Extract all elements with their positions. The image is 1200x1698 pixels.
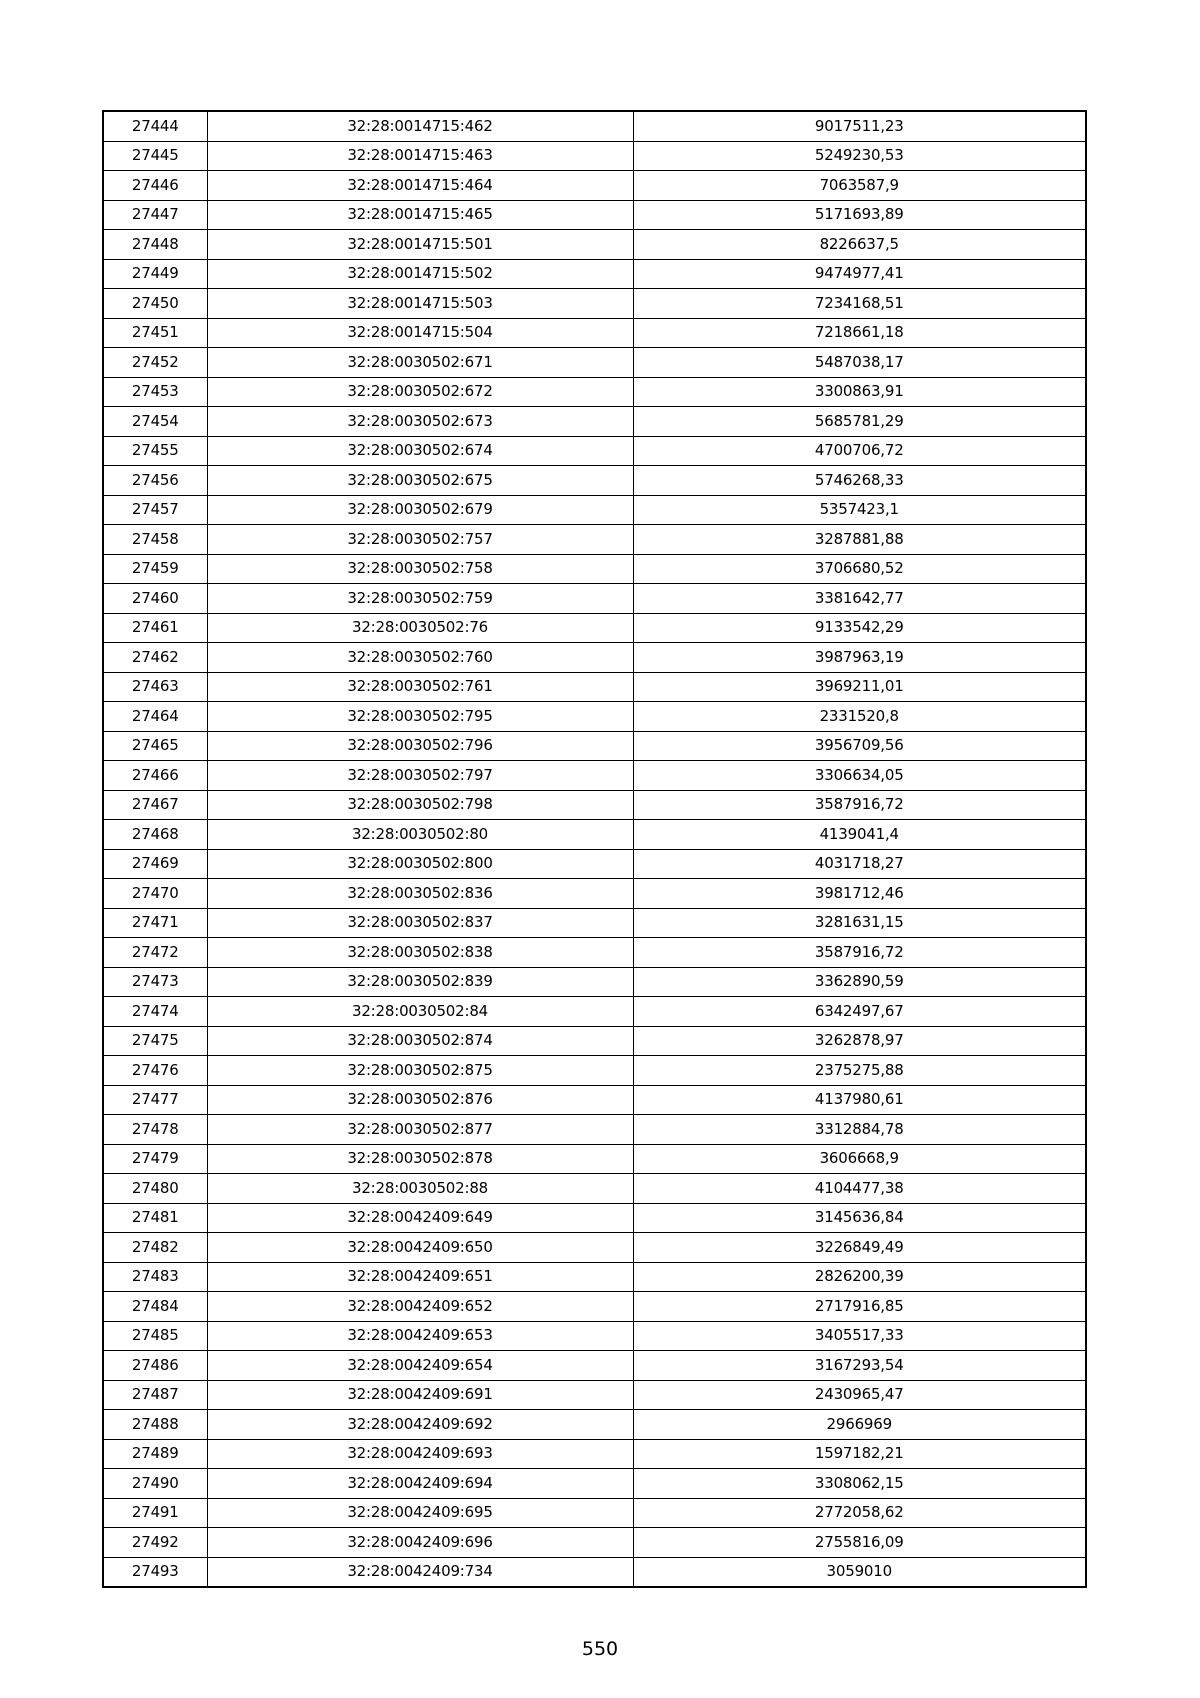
row-number-cell: 27453 (103, 377, 207, 407)
table-row (103, 1557, 1086, 1587)
row-number-cell: 27468 (103, 820, 207, 850)
cadastral-value-cell: 5249230,53 (633, 141, 1086, 171)
table-row (103, 141, 1086, 171)
row-number-cell: 27483 (103, 1262, 207, 1292)
table-row (103, 790, 1086, 820)
cadastral-value-cell: 5357423,1 (633, 495, 1086, 525)
cadastral-value-table (102, 110, 1087, 1588)
cadastral-value-cell: 3956709,56 (633, 731, 1086, 761)
row-number-cell: 27491 (103, 1498, 207, 1528)
row-number-cell: 27472 (103, 938, 207, 968)
row-number-cell: 27479 (103, 1144, 207, 1174)
table-row (103, 1203, 1086, 1233)
cadastral-number-cell: 32:28:0014715:504 (207, 318, 633, 348)
cadastral-number-cell: 32:28:0014715:465 (207, 200, 633, 230)
table-row (103, 1292, 1086, 1322)
table-row (103, 1439, 1086, 1469)
row-number-cell: 27452 (103, 348, 207, 378)
table-row (103, 111, 1086, 141)
table-row (103, 230, 1086, 260)
row-number-cell: 27464 (103, 702, 207, 732)
cadastral-value-cell: 9017511,23 (633, 111, 1086, 141)
table-row (103, 672, 1086, 702)
cadastral-value-cell: 3587916,72 (633, 938, 1086, 968)
cadastral-value-cell: 3308062,15 (633, 1469, 1086, 1499)
row-number-cell: 27454 (103, 407, 207, 437)
row-number-cell: 27446 (103, 171, 207, 201)
cadastral-number-cell: 32:28:0042409:734 (207, 1557, 633, 1587)
cadastral-number-cell: 32:28:0014715:501 (207, 230, 633, 260)
cadastral-number-cell: 32:28:0030502:674 (207, 436, 633, 466)
cadastral-number-cell: 32:28:0030502:758 (207, 554, 633, 584)
cadastral-value-cell: 2755816,09 (633, 1528, 1086, 1558)
row-number-cell: 27486 (103, 1351, 207, 1381)
cadastral-number-cell: 32:28:0030502:679 (207, 495, 633, 525)
cadastral-value-cell: 3405517,33 (633, 1321, 1086, 1351)
table-body (103, 111, 1086, 1587)
table-row (103, 938, 1086, 968)
cadastral-number-cell: 32:28:0030502:88 (207, 1174, 633, 1204)
row-number-cell: 27481 (103, 1203, 207, 1233)
cadastral-number-cell: 32:28:0030502:878 (207, 1144, 633, 1174)
cadastral-value-cell: 2826200,39 (633, 1262, 1086, 1292)
table-row (103, 1144, 1086, 1174)
table-row (103, 171, 1086, 201)
row-number-cell: 27480 (103, 1174, 207, 1204)
table-row (103, 613, 1086, 643)
table-row (103, 1056, 1086, 1086)
row-number-cell: 27493 (103, 1557, 207, 1587)
cadastral-value-cell: 3706680,52 (633, 554, 1086, 584)
cadastral-number-cell: 32:28:0042409:693 (207, 1439, 633, 1469)
table-row (103, 908, 1086, 938)
row-number-cell: 27476 (103, 1056, 207, 1086)
table-row (103, 348, 1086, 378)
table-row (103, 1321, 1086, 1351)
cadastral-number-cell: 32:28:0042409:653 (207, 1321, 633, 1351)
cadastral-number-cell: 32:28:0042409:650 (207, 1233, 633, 1263)
table-row (103, 702, 1086, 732)
row-number-cell: 27471 (103, 908, 207, 938)
cadastral-value-cell: 5487038,17 (633, 348, 1086, 378)
row-number-cell: 27448 (103, 230, 207, 260)
table-row (103, 1351, 1086, 1381)
cadastral-value-cell: 3226849,49 (633, 1233, 1086, 1263)
cadastral-value-cell: 3262878,97 (633, 1026, 1086, 1056)
cadastral-value-cell: 2966969 (633, 1410, 1086, 1440)
cadastral-number-cell: 32:28:0030502:80 (207, 820, 633, 850)
cadastral-number-cell: 32:28:0030502:797 (207, 761, 633, 791)
cadastral-number-cell: 32:28:0030502:761 (207, 672, 633, 702)
cadastral-value-cell: 3606668,9 (633, 1144, 1086, 1174)
row-number-cell: 27490 (103, 1469, 207, 1499)
table-row (103, 407, 1086, 437)
row-number-cell: 27477 (103, 1085, 207, 1115)
row-number-cell: 27462 (103, 643, 207, 673)
row-number-cell: 27450 (103, 289, 207, 319)
cadastral-value-cell: 2331520,8 (633, 702, 1086, 732)
cadastral-value-cell: 7063587,9 (633, 171, 1086, 201)
cadastral-value-cell: 3981712,46 (633, 879, 1086, 909)
table-row (103, 849, 1086, 879)
row-number-cell: 27463 (103, 672, 207, 702)
row-number-cell: 27465 (103, 731, 207, 761)
table-row (103, 997, 1086, 1027)
cadastral-number-cell: 32:28:0030502:876 (207, 1085, 633, 1115)
table-row (103, 495, 1086, 525)
cadastral-number-cell: 32:28:0042409:651 (207, 1262, 633, 1292)
cadastral-number-cell: 32:28:0030502:757 (207, 525, 633, 555)
table-row (103, 967, 1086, 997)
cadastral-number-cell: 32:28:0030502:759 (207, 584, 633, 614)
cadastral-number-cell: 32:28:0042409:649 (207, 1203, 633, 1233)
table-row (103, 1498, 1086, 1528)
cadastral-number-cell: 32:28:0030502:875 (207, 1056, 633, 1086)
cadastral-value-cell: 6342497,67 (633, 997, 1086, 1027)
cadastral-value-cell: 3287881,88 (633, 525, 1086, 555)
row-number-cell: 27482 (103, 1233, 207, 1263)
cadastral-number-cell: 32:28:0030502:874 (207, 1026, 633, 1056)
row-number-cell: 27447 (103, 200, 207, 230)
cadastral-value-cell: 4031718,27 (633, 849, 1086, 879)
table-row (103, 1528, 1086, 1558)
cadastral-value-cell: 4700706,72 (633, 436, 1086, 466)
cadastral-number-cell: 32:28:0042409:691 (207, 1380, 633, 1410)
row-number-cell: 27444 (103, 111, 207, 141)
table-row (103, 318, 1086, 348)
row-number-cell: 27456 (103, 466, 207, 496)
cadastral-value-cell: 8226637,5 (633, 230, 1086, 260)
page-number: 550 (581, 1638, 619, 1660)
cadastral-number-cell: 32:28:0030502:672 (207, 377, 633, 407)
cadastral-number-cell: 32:28:0030502:838 (207, 938, 633, 968)
table-row (103, 377, 1086, 407)
cadastral-number-cell: 32:28:0030502:675 (207, 466, 633, 496)
cadastral-number-cell: 32:28:0042409:652 (207, 1292, 633, 1322)
table-row (103, 525, 1086, 555)
table-row (103, 259, 1086, 289)
cadastral-value-cell: 2717916,85 (633, 1292, 1086, 1322)
cadastral-value-cell: 1597182,21 (633, 1439, 1086, 1469)
row-number-cell: 27470 (103, 879, 207, 909)
table-row (103, 584, 1086, 614)
cadastral-value-cell: 5685781,29 (633, 407, 1086, 437)
table-row (103, 1085, 1086, 1115)
row-number-cell: 27467 (103, 790, 207, 820)
table-row (103, 820, 1086, 850)
cadastral-value-cell: 3281631,15 (633, 908, 1086, 938)
cadastral-number-cell: 32:28:0030502:800 (207, 849, 633, 879)
row-number-cell: 27451 (103, 318, 207, 348)
cadastral-value-cell: 3059010 (633, 1557, 1086, 1587)
cadastral-number-cell: 32:28:0014715:463 (207, 141, 633, 171)
cadastral-number-cell: 32:28:0014715:462 (207, 111, 633, 141)
row-number-cell: 27455 (103, 436, 207, 466)
row-number-cell: 27460 (103, 584, 207, 614)
cadastral-number-cell: 32:28:0030502:795 (207, 702, 633, 732)
table-row (103, 289, 1086, 319)
table-row (103, 554, 1086, 584)
row-number-cell: 27466 (103, 761, 207, 791)
cadastral-number-cell: 32:28:0014715:502 (207, 259, 633, 289)
cadastral-value-cell: 3306634,05 (633, 761, 1086, 791)
cadastral-value-cell: 3362890,59 (633, 967, 1086, 997)
cadastral-value-cell: 9133542,29 (633, 613, 1086, 643)
cadastral-number-cell: 32:28:0042409:692 (207, 1410, 633, 1440)
row-number-cell: 27488 (103, 1410, 207, 1440)
table-row (103, 466, 1086, 496)
table-row (103, 1115, 1086, 1145)
cadastral-value-cell: 2772058,62 (633, 1498, 1086, 1528)
table-row (103, 761, 1086, 791)
row-number-cell: 27489 (103, 1439, 207, 1469)
cadastral-number-cell: 32:28:0030502:836 (207, 879, 633, 909)
row-number-cell: 27478 (103, 1115, 207, 1145)
cadastral-value-cell: 3987963,19 (633, 643, 1086, 673)
cadastral-number-cell: 32:28:0030502:760 (207, 643, 633, 673)
table-row (103, 1233, 1086, 1263)
cadastral-value-cell: 5171693,89 (633, 200, 1086, 230)
cadastral-number-cell: 32:28:0042409:654 (207, 1351, 633, 1381)
cadastral-value-cell: 3300863,91 (633, 377, 1086, 407)
table-row (103, 436, 1086, 466)
cadastral-value-cell: 4104477,38 (633, 1174, 1086, 1204)
row-number-cell: 27457 (103, 495, 207, 525)
row-number-cell: 27449 (103, 259, 207, 289)
cadastral-value-cell: 4137980,61 (633, 1085, 1086, 1115)
row-number-cell: 27492 (103, 1528, 207, 1558)
row-number-cell: 27485 (103, 1321, 207, 1351)
table-row (103, 1174, 1086, 1204)
table-row (103, 1026, 1086, 1056)
table-row (103, 200, 1086, 230)
cadastral-value-cell: 3145636,84 (633, 1203, 1086, 1233)
cadastral-value-cell: 2375275,88 (633, 1056, 1086, 1086)
table-row (103, 731, 1086, 761)
cadastral-number-cell: 32:28:0030502:839 (207, 967, 633, 997)
cadastral-number-cell: 32:28:0014715:503 (207, 289, 633, 319)
table-row (103, 1469, 1086, 1499)
row-number-cell: 27484 (103, 1292, 207, 1322)
cadastral-number-cell: 32:28:0030502:671 (207, 348, 633, 378)
cadastral-value-cell: 2430965,47 (633, 1380, 1086, 1410)
table-row (103, 643, 1086, 673)
row-number-cell: 27469 (103, 849, 207, 879)
cadastral-value-cell: 3587916,72 (633, 790, 1086, 820)
cadastral-number-cell: 32:28:0042409:695 (207, 1498, 633, 1528)
table-row (103, 879, 1086, 909)
table-row (103, 1410, 1086, 1440)
row-number-cell: 27474 (103, 997, 207, 1027)
row-number-cell: 27458 (103, 525, 207, 555)
row-number-cell: 27461 (103, 613, 207, 643)
cadastral-value-cell: 7218661,18 (633, 318, 1086, 348)
cadastral-number-cell: 32:28:0014715:464 (207, 171, 633, 201)
row-number-cell: 27445 (103, 141, 207, 171)
table-row (103, 1262, 1086, 1292)
cadastral-value-cell: 7234168,51 (633, 289, 1086, 319)
cadastral-number-cell: 32:28:0030502:837 (207, 908, 633, 938)
cadastral-number-cell: 32:28:0030502:798 (207, 790, 633, 820)
cadastral-number-cell: 32:28:0042409:694 (207, 1469, 633, 1499)
cadastral-number-cell: 32:28:0030502:76 (207, 613, 633, 643)
cadastral-number-cell: 32:28:0030502:84 (207, 997, 633, 1027)
row-number-cell: 27475 (103, 1026, 207, 1056)
cadastral-value-cell: 3312884,78 (633, 1115, 1086, 1145)
cadastral-number-cell: 32:28:0042409:696 (207, 1528, 633, 1558)
row-number-cell: 27473 (103, 967, 207, 997)
cadastral-value-cell: 3969211,01 (633, 672, 1086, 702)
row-number-cell: 27459 (103, 554, 207, 584)
cadastral-number-cell: 32:28:0030502:877 (207, 1115, 633, 1145)
table-row (103, 1380, 1086, 1410)
cadastral-number-cell: 32:28:0030502:673 (207, 407, 633, 437)
cadastral-number-cell: 32:28:0030502:796 (207, 731, 633, 761)
cadastral-value-cell: 4139041,4 (633, 820, 1086, 850)
cadastral-value-cell: 5746268,33 (633, 466, 1086, 496)
cadastral-value-cell: 3167293,54 (633, 1351, 1086, 1381)
row-number-cell: 27487 (103, 1380, 207, 1410)
cadastral-value-cell: 9474977,41 (633, 259, 1086, 289)
cadastral-value-cell: 3381642,77 (633, 584, 1086, 614)
